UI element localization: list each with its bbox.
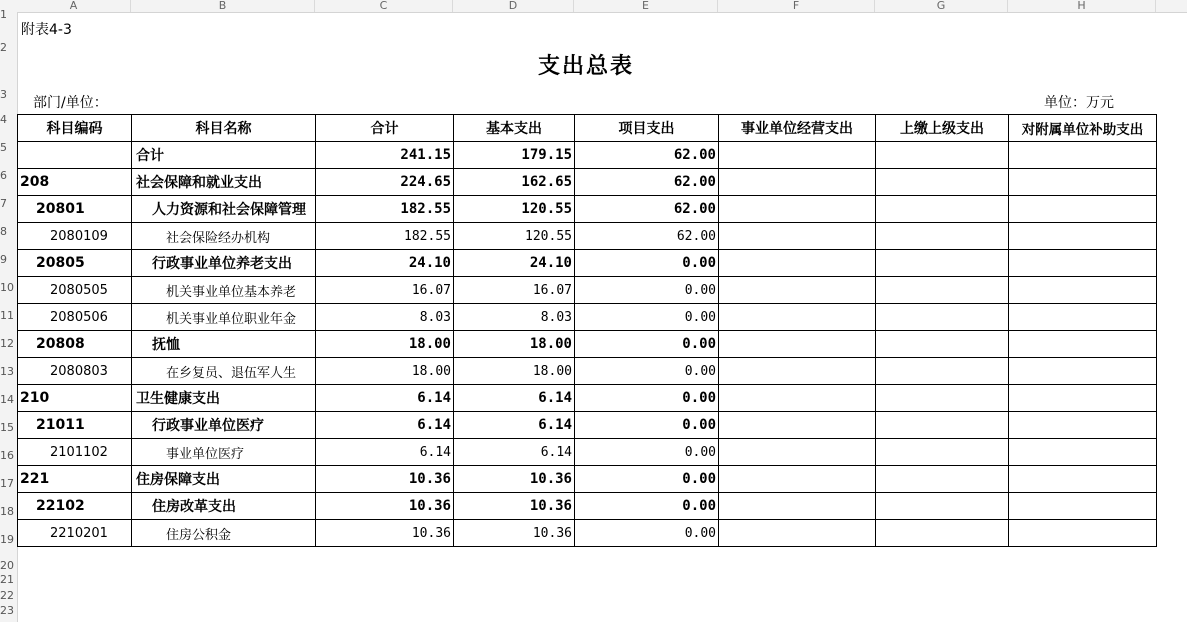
row-header-12[interactable]: 12	[0, 337, 14, 350]
basic-expense-cell[interactable]: 18.00	[454, 331, 575, 358]
subject-name-cell[interactable]: 住房公积金	[132, 520, 316, 547]
total-cell[interactable]: 10.36	[316, 493, 454, 520]
basic-expense-cell[interactable]: 10.36	[454, 520, 575, 547]
table-row	[18, 520, 1157, 547]
basic-expense-cell[interactable]: 120.55	[454, 223, 575, 250]
basic-expense-cell[interactable]: 16.07	[454, 277, 575, 304]
subject-name-cell[interactable]: 人力资源和社会保障管理	[132, 196, 316, 223]
column-header-a[interactable]: A	[17, 0, 131, 12]
remit-superior-cell[interactable]	[876, 358, 1009, 385]
business-expense-cell[interactable]	[719, 466, 876, 493]
total-cell[interactable]: 10.36	[316, 520, 454, 547]
subject-code-cell[interactable]: 2080505	[18, 277, 132, 304]
table-row	[18, 493, 1157, 520]
total-cell[interactable]: 182.55	[316, 196, 454, 223]
header-cell[interactable]: 合计	[316, 115, 454, 142]
row-header-bar	[0, 8, 18, 622]
business-expense-cell[interactable]	[719, 250, 876, 277]
total-cell[interactable]: 8.03	[316, 304, 454, 331]
subject-name-cell[interactable]: 机关事业单位基本养老	[132, 277, 316, 304]
subject-name-cell[interactable]: 机关事业单位职业年金	[132, 304, 316, 331]
business-expense-cell[interactable]	[719, 331, 876, 358]
project-expense-cell[interactable]: 0.00	[575, 493, 719, 520]
row-header-9[interactable]: 9	[0, 253, 7, 266]
basic-expense-cell[interactable]: 18.00	[454, 358, 575, 385]
sheet-title: 支出总表	[538, 53, 635, 79]
unit-label: 单位：万元	[1044, 95, 1114, 111]
subsidy-affiliate-cell[interactable]	[1009, 358, 1157, 385]
subject-code-cell[interactable]: 2210201	[18, 520, 132, 547]
basic-expense-cell[interactable]: 6.14	[454, 412, 575, 439]
subsidy-affiliate-cell[interactable]	[1009, 412, 1157, 439]
total-cell[interactable]: 10.36	[316, 466, 454, 493]
subsidy-affiliate-cell[interactable]	[1009, 520, 1157, 547]
subject-code-cell[interactable]: 221	[18, 466, 132, 493]
row-header-2[interactable]: 2	[0, 41, 7, 54]
subsidy-affiliate-cell[interactable]	[1009, 142, 1157, 169]
remit-superior-cell[interactable]	[876, 439, 1009, 466]
table-row	[18, 385, 1157, 412]
row-header-22[interactable]: 22	[0, 589, 14, 602]
row-header-16[interactable]: 16	[0, 449, 14, 462]
remit-superior-cell[interactable]	[876, 466, 1009, 493]
remit-superior-cell[interactable]	[876, 493, 1009, 520]
table-row	[18, 277, 1157, 304]
project-expense-cell[interactable]: 0.00	[575, 277, 719, 304]
row-header-15[interactable]: 15	[0, 421, 14, 434]
project-expense-cell[interactable]: 0.00	[575, 385, 719, 412]
table-row	[18, 304, 1157, 331]
column-header-h[interactable]: H	[1008, 0, 1156, 12]
remit-superior-cell[interactable]	[876, 412, 1009, 439]
row-header-3[interactable]: 3	[0, 88, 7, 101]
subsidy-affiliate-cell[interactable]	[1009, 439, 1157, 466]
table-row	[18, 250, 1157, 277]
table-row	[18, 142, 1157, 169]
row-header-13[interactable]: 13	[0, 365, 14, 378]
business-expense-cell[interactable]	[719, 520, 876, 547]
subject-code-cell[interactable]: 20805	[18, 250, 132, 277]
appendix-label: 附表4-3	[21, 22, 72, 38]
subsidy-affiliate-cell[interactable]	[1009, 493, 1157, 520]
subject-name-cell[interactable]: 在乡复员、退伍军人生	[132, 358, 316, 385]
expenditure-table	[17, 114, 1157, 547]
table-row	[18, 223, 1157, 250]
subject-name-cell[interactable]: 住房保障支出	[132, 466, 316, 493]
row-header-20[interactable]: 20	[0, 559, 14, 572]
table-row	[18, 169, 1157, 196]
total-cell[interactable]: 18.00	[316, 331, 454, 358]
total-cell[interactable]: 6.14	[316, 412, 454, 439]
project-expense-cell[interactable]: 0.00	[575, 439, 719, 466]
total-cell[interactable]: 16.07	[316, 277, 454, 304]
header-cell[interactable]: 项目支出	[575, 115, 719, 142]
column-header-c[interactable]: C	[315, 0, 453, 12]
subject-code-cell[interactable]: 2101102	[18, 439, 132, 466]
column-header-d[interactable]: D	[453, 0, 574, 12]
business-expense-cell[interactable]	[719, 142, 876, 169]
table-row	[18, 466, 1157, 493]
business-expense-cell[interactable]	[719, 358, 876, 385]
row-header-8[interactable]: 8	[0, 225, 7, 238]
remit-superior-cell[interactable]	[876, 304, 1009, 331]
subject-name-cell[interactable]: 社会保险经办机构	[132, 223, 316, 250]
subject-name-cell[interactable]: 住房改革支出	[132, 493, 316, 520]
column-header-b[interactable]: B	[131, 0, 315, 12]
header-cell[interactable]: 基本支出	[454, 115, 575, 142]
table-row	[18, 412, 1157, 439]
remit-superior-cell[interactable]	[876, 169, 1009, 196]
total-cell[interactable]: 224.65	[316, 169, 454, 196]
subject-code-cell[interactable]: 208	[18, 169, 132, 196]
basic-expense-cell[interactable]: 6.14	[454, 439, 575, 466]
subject-code-cell[interactable]: 2080803	[18, 358, 132, 385]
basic-expense-cell[interactable]: 10.36	[454, 466, 575, 493]
project-expense-cell[interactable]: 0.00	[575, 304, 719, 331]
basic-expense-cell[interactable]: 8.03	[454, 304, 575, 331]
table-row	[18, 331, 1157, 358]
remit-superior-cell[interactable]	[876, 277, 1009, 304]
total-cell[interactable]: 241.15	[316, 142, 454, 169]
subject-code-cell[interactable]: 2080506	[18, 304, 132, 331]
total-cell[interactable]: 24.10	[316, 250, 454, 277]
business-expense-cell[interactable]	[719, 385, 876, 412]
business-expense-cell[interactable]	[719, 304, 876, 331]
business-expense-cell[interactable]	[719, 169, 876, 196]
project-expense-cell[interactable]: 62.00	[575, 223, 719, 250]
subsidy-affiliate-cell[interactable]	[1009, 331, 1157, 358]
business-expense-cell[interactable]	[719, 196, 876, 223]
header-cell[interactable]: 科目编码	[18, 115, 132, 142]
basic-expense-cell[interactable]: 179.15	[454, 142, 575, 169]
business-expense-cell[interactable]	[719, 277, 876, 304]
business-expense-cell[interactable]	[719, 412, 876, 439]
subsidy-affiliate-cell[interactable]	[1009, 223, 1157, 250]
subsidy-affiliate-cell[interactable]	[1009, 466, 1157, 493]
row-header-19[interactable]: 19	[0, 533, 14, 546]
basic-expense-cell[interactable]: 6.14	[454, 385, 575, 412]
basic-expense-cell[interactable]: 120.55	[454, 196, 575, 223]
project-expense-cell[interactable]: 62.00	[575, 142, 719, 169]
row-header-14[interactable]: 14	[0, 393, 14, 406]
remit-superior-cell[interactable]	[876, 196, 1009, 223]
remit-superior-cell[interactable]	[876, 142, 1009, 169]
subject-name-cell[interactable]: 抚恤	[132, 331, 316, 358]
row-header-7[interactable]: 7	[0, 197, 7, 210]
column-header-e[interactable]: E	[574, 0, 718, 12]
project-expense-cell[interactable]: 0.00	[575, 250, 719, 277]
subject-code-cell[interactable]: 20808	[18, 331, 132, 358]
dept-label: 部门/单位：	[33, 95, 108, 111]
business-expense-cell[interactable]	[719, 493, 876, 520]
header-cell[interactable]: 对附属单位补助支出	[1009, 115, 1157, 142]
row-header-5[interactable]: 5	[0, 141, 7, 154]
row-header-18[interactable]: 18	[0, 505, 14, 518]
subsidy-affiliate-cell[interactable]	[1009, 169, 1157, 196]
column-header-bar	[0, 0, 1187, 13]
header-cell[interactable]: 科目名称	[132, 115, 316, 142]
subject-code-cell[interactable]	[18, 142, 132, 169]
project-expense-cell[interactable]: 0.00	[575, 358, 719, 385]
row-header-4[interactable]: 4	[0, 113, 7, 126]
subject-name-cell[interactable]: 卫生健康支出	[132, 385, 316, 412]
business-expense-cell[interactable]	[719, 439, 876, 466]
remit-superior-cell[interactable]	[876, 250, 1009, 277]
total-cell[interactable]: 6.14	[316, 439, 454, 466]
table-row	[18, 196, 1157, 223]
subsidy-affiliate-cell[interactable]	[1009, 250, 1157, 277]
subsidy-affiliate-cell[interactable]	[1009, 304, 1157, 331]
remit-superior-cell[interactable]	[876, 223, 1009, 250]
remit-superior-cell[interactable]	[876, 520, 1009, 547]
subsidy-affiliate-cell[interactable]	[1009, 385, 1157, 412]
subsidy-affiliate-cell[interactable]	[1009, 277, 1157, 304]
project-expense-cell[interactable]: 0.00	[575, 520, 719, 547]
header-cell[interactable]: 上缴上级支出	[876, 115, 1009, 142]
project-expense-cell[interactable]: 0.00	[575, 466, 719, 493]
subject-name-cell[interactable]: 行政事业单位医疗	[132, 412, 316, 439]
remit-superior-cell[interactable]	[876, 385, 1009, 412]
business-expense-cell[interactable]	[719, 223, 876, 250]
column-header-f[interactable]: F	[718, 0, 875, 12]
project-expense-cell[interactable]: 0.00	[575, 412, 719, 439]
row-header-21[interactable]: 21	[0, 573, 14, 586]
header-cell[interactable]: 事业单位经营支出	[719, 115, 876, 142]
subject-code-cell[interactable]: 2080109	[18, 223, 132, 250]
table-header-row	[18, 115, 1157, 142]
subject-name-cell[interactable]: 合计	[132, 142, 316, 169]
total-cell[interactable]: 6.14	[316, 385, 454, 412]
row-header-6[interactable]: 6	[0, 169, 7, 182]
subject-code-cell[interactable]: 22102	[18, 493, 132, 520]
column-header-g[interactable]: G	[875, 0, 1008, 12]
subject-code-cell[interactable]: 21011	[18, 412, 132, 439]
table-row	[18, 439, 1157, 466]
subject-code-cell[interactable]: 20801	[18, 196, 132, 223]
subsidy-affiliate-cell[interactable]	[1009, 196, 1157, 223]
basic-expense-cell[interactable]: 24.10	[454, 250, 575, 277]
subject-name-cell[interactable]: 事业单位医疗	[132, 439, 316, 466]
row-header-17[interactable]: 17	[0, 477, 14, 490]
project-expense-cell[interactable]: 62.00	[575, 169, 719, 196]
row-header-23[interactable]: 23	[0, 604, 14, 617]
table-row	[18, 358, 1157, 385]
total-cell[interactable]: 18.00	[316, 358, 454, 385]
remit-superior-cell[interactable]	[876, 331, 1009, 358]
basic-expense-cell[interactable]: 162.65	[454, 169, 575, 196]
row-header-1[interactable]: 1	[0, 8, 7, 21]
subject-name-cell[interactable]: 行政事业单位养老支出	[132, 250, 316, 277]
total-cell[interactable]: 182.55	[316, 223, 454, 250]
project-expense-cell[interactable]: 0.00	[575, 331, 719, 358]
subject-name-cell[interactable]: 社会保障和就业支出	[132, 169, 316, 196]
row-header-11[interactable]: 11	[0, 309, 14, 322]
row-header-10[interactable]: 10	[0, 281, 14, 294]
basic-expense-cell[interactable]: 10.36	[454, 493, 575, 520]
subject-code-cell[interactable]: 210	[18, 385, 132, 412]
project-expense-cell[interactable]: 62.00	[575, 196, 719, 223]
